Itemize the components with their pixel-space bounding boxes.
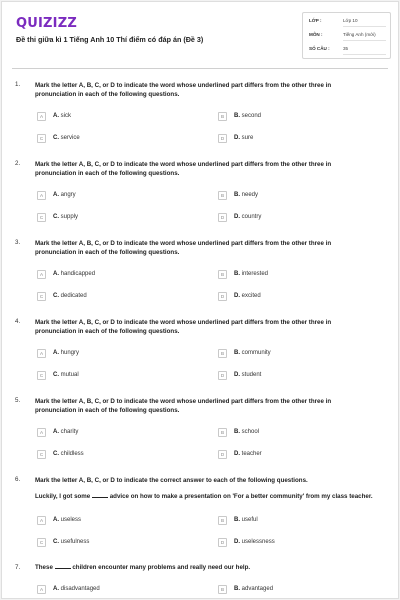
sentence-before-blank: Luckily, I got some xyxy=(35,493,91,500)
option-letter-box: B xyxy=(218,585,227,594)
question-sentence xyxy=(35,564,395,571)
option-letter-box: D xyxy=(218,213,227,222)
option-text: mutual xyxy=(60,372,79,378)
header-divider xyxy=(12,68,388,69)
meta-row-count xyxy=(309,46,386,58)
option-label: B. xyxy=(234,586,240,592)
option-text: useless xyxy=(60,517,82,523)
option-label: D. xyxy=(234,293,240,299)
question-sentence xyxy=(35,493,395,500)
meta-value: Lớp 10 xyxy=(343,18,358,23)
question-number: 3. xyxy=(15,239,21,246)
option-text: handicapped xyxy=(60,271,96,277)
option-label: A. xyxy=(53,113,59,119)
option-label: B. xyxy=(234,271,240,277)
option-label: B. xyxy=(234,429,240,435)
option-letter-box: D xyxy=(218,134,227,143)
worksheet-page xyxy=(1,1,399,599)
option-text: needy xyxy=(241,192,259,198)
meta-row-subject xyxy=(309,32,386,44)
option-label: D. xyxy=(234,451,240,457)
question-text: Mark the letter A, B, C, or D to indicate the word whose underlined part differs from the other three in pronunciation in each of the following questions. xyxy=(35,240,332,257)
option-label: C. xyxy=(53,451,59,457)
option-text: dedicated xyxy=(60,293,87,299)
option-label: B. xyxy=(234,113,240,119)
meta-key: LỚP : xyxy=(309,18,322,23)
meta-value: 35 xyxy=(343,46,349,51)
document-title: Đề thi giữa kì 1 Tiếng Anh 10 Thí điểm có đáp án (Đề 3) xyxy=(16,35,204,44)
option-letter-box: D xyxy=(218,450,227,459)
meta-value: Tiếng Anh (mới) xyxy=(343,32,376,37)
answer-blank xyxy=(92,497,108,498)
meta-info-box xyxy=(302,12,391,59)
option-letter-box: A xyxy=(37,428,46,437)
option-label: B. xyxy=(234,192,240,198)
option-label: D. xyxy=(234,539,240,545)
option-label: A. xyxy=(53,271,59,277)
option-text: charity xyxy=(60,429,79,435)
option-text: service xyxy=(60,135,80,141)
option-letter-box: C xyxy=(37,450,46,459)
option-text: angry xyxy=(60,192,76,198)
question-number: 2. xyxy=(15,160,21,167)
option-letter-box: C xyxy=(37,538,46,547)
option-text: sick xyxy=(60,113,72,119)
option-letter-box: A xyxy=(37,516,46,525)
option-text: second xyxy=(241,113,262,119)
option-label: C. xyxy=(53,539,59,545)
option-text: uselessness xyxy=(241,539,275,545)
meta-underline xyxy=(343,26,386,27)
sentence-before-blank: These xyxy=(35,564,53,571)
question-text: Mark the letter A, B, C, or D to indicate the word whose underlined part differs from the other three in pronunciation in each of the following questions. xyxy=(35,161,332,178)
option-text: advantaged xyxy=(241,586,274,592)
option-letter-box: D xyxy=(218,292,227,301)
option-letter-box: B xyxy=(218,270,227,279)
option-letter-box: B xyxy=(218,191,227,200)
option-letter-box: A xyxy=(37,191,46,200)
question-number: 4. xyxy=(15,318,21,325)
option-label: C. xyxy=(53,135,59,141)
meta-underline xyxy=(343,40,386,41)
question-text: Mark the letter A, B, C, or D to indicate the word whose underlined part differs from the other three in pronunciation in each of the following questions. xyxy=(35,398,332,415)
option-text: disadvantaged xyxy=(60,586,100,592)
option-text: hungry xyxy=(60,350,80,356)
question-number: 7. xyxy=(15,564,21,571)
option-letter-box: A xyxy=(37,112,46,121)
option-letter-box: B xyxy=(218,428,227,437)
option-label: A. xyxy=(53,517,59,523)
option-label: A. xyxy=(53,429,59,435)
option-text: sure xyxy=(241,135,254,141)
meta-key: SỐ CÂU : xyxy=(309,46,330,51)
question-number: 1. xyxy=(15,81,21,88)
option-text: childless xyxy=(60,451,84,457)
option-letter-box: B xyxy=(218,112,227,121)
option-text: excited xyxy=(241,293,261,299)
option-label: A. xyxy=(53,586,59,592)
option-text: student xyxy=(241,372,262,378)
option-text: usefulness xyxy=(60,539,90,545)
option-label: C. xyxy=(53,372,59,378)
option-letter-box: A xyxy=(37,270,46,279)
sentence-after-blank: children encounter many problems and really need our help. xyxy=(72,564,251,571)
option-letter-box: D xyxy=(218,371,227,380)
option-text: school xyxy=(241,429,260,435)
sentence-after-blank: advice on how to make a presentation on 'For a better community' from my class teacher. xyxy=(109,493,373,500)
option-text: community xyxy=(241,350,271,356)
option-label: A. xyxy=(53,192,59,198)
option-letter-box: A xyxy=(37,585,46,594)
option-letter-box: B xyxy=(218,516,227,525)
meta-underline xyxy=(343,54,386,55)
option-letter-box: D xyxy=(218,538,227,547)
option-label: B. xyxy=(234,350,240,356)
option-letter-box: C xyxy=(37,134,46,143)
option-label: D. xyxy=(234,135,240,141)
option-label: D. xyxy=(234,372,240,378)
option-label: D. xyxy=(234,214,240,220)
option-text: useful xyxy=(241,517,258,523)
option-letter-box: C xyxy=(37,292,46,301)
option-label: A. xyxy=(53,350,59,356)
meta-row-class xyxy=(309,18,386,30)
question-text: Mark the letter A, B, C, or D to indicate the word whose underlined part differs from the other three in pronunciation in each of the following questions. xyxy=(35,82,332,99)
question-number: 6. xyxy=(15,476,21,483)
question-number: 5. xyxy=(15,397,21,404)
question-text: Mark the letter A, B, C, or D to indicate the word whose underlined part differs from the other three in pronunciation in each of the following questions. xyxy=(35,319,332,336)
option-letter-box: C xyxy=(37,371,46,380)
option-letter-box: C xyxy=(37,213,46,222)
quizizz-logo: QUIZIZZ xyxy=(16,16,77,31)
option-letter-box: A xyxy=(37,349,46,358)
option-text: interested xyxy=(241,271,269,277)
option-label: C. xyxy=(53,293,59,299)
answer-blank xyxy=(55,568,71,569)
option-label: C. xyxy=(53,214,59,220)
option-text: country xyxy=(241,214,262,220)
question-text: Mark the letter A, B, C, or D to indicate the correct answer to each of the following questions. xyxy=(35,477,308,484)
meta-key: MÔN : xyxy=(309,32,323,37)
option-text: supply xyxy=(60,214,79,220)
option-label: B. xyxy=(234,517,240,523)
option-letter-box: B xyxy=(218,349,227,358)
option-text: teacher xyxy=(241,451,262,457)
